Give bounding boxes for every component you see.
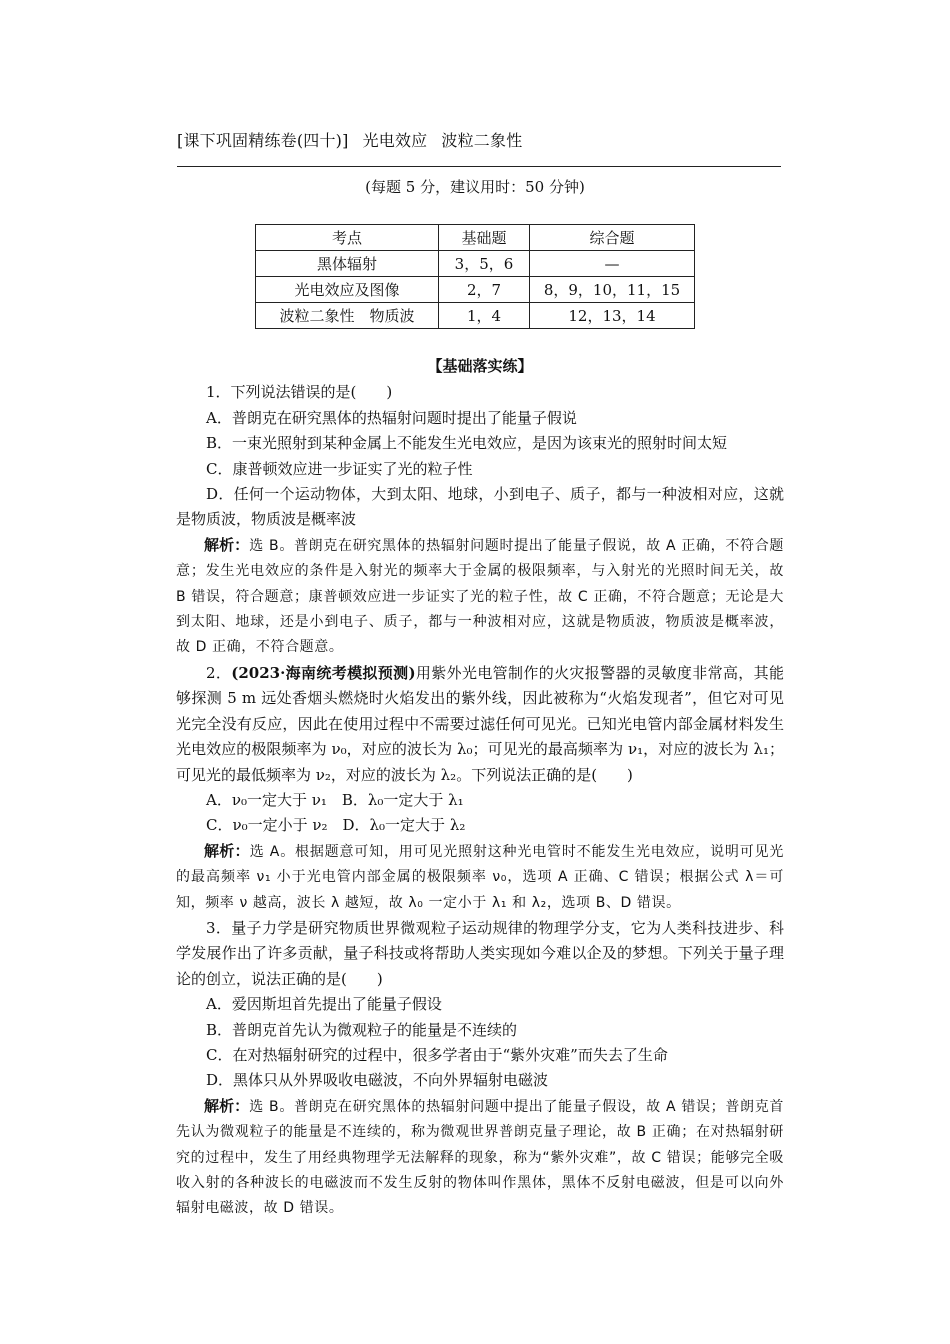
table-cell: 8，9，10，11，15 [530, 277, 695, 303]
analysis-text: 选 A。根据题意可知，用可见光照射这种光电管时不能发生光电效应，说明可见光的最高频率 ν₁ 小于光电管内部金属的极限频率 ν₀，选项 A 正确、C 错误；根据公式 λ＝可知，频率 ν 越高，波长 λ 越短，故 λ₀ 一定小于 λ₁ 和 λ₂，选项 B、D 错误。 [176, 843, 784, 911]
section-heading: 【基础落实练】 [427, 357, 533, 375]
question-2-analysis [176, 839, 784, 916]
table-cell: 2，7 [439, 277, 530, 303]
topic-photoelectric: 光电效应 [362, 131, 428, 150]
title-divider [177, 166, 781, 167]
table-header-row [256, 225, 695, 251]
question-3-option-b: B．普朗克首先认为微观粒子的能量是不连续的 [206, 1020, 518, 1039]
page-title [177, 128, 522, 151]
table-cell: 1，4 [439, 303, 530, 329]
table-row [256, 277, 695, 303]
question-1-option-d: D．任何一个运动物体，大到太阳、地球，小到电子、质子，都与一种波相对应，这就是物质波，物质波是概率波 [176, 485, 784, 529]
question-3-option-c: C．在对热辐射研究的过程中，很多学者由于“紫外灾难”而失去了生命 [206, 1045, 668, 1064]
question-body [176, 354, 784, 1222]
table-cell: 波粒二象性 物质波 [256, 303, 439, 329]
analysis-label: 解析： [204, 1096, 250, 1115]
table-header: 考点 [256, 225, 439, 251]
table-cell: 黑体辐射 [256, 251, 439, 277]
table-cell: — [530, 251, 695, 277]
question-3-option-a: A．爱因斯坦首先提出了能量子假设 [206, 995, 442, 1014]
question-1-option-a: A．普朗克在研究黑体的热辐射问题时提出了能量子假说 [206, 408, 577, 427]
question-2-options-ab: A．ν₀一定大于 ν₁ B．λ₀一定大于 λ₁ [206, 790, 464, 809]
question-2-stem [176, 661, 784, 788]
table-row [256, 251, 695, 277]
exercise-set-label: [课下巩固精练卷(四十)] [177, 131, 349, 150]
table-row [256, 303, 695, 329]
table-header: 综合题 [530, 225, 695, 251]
table-header: 基础题 [439, 225, 530, 251]
question-1-option-c: C．康普顿效应进一步证实了光的粒子性 [206, 459, 473, 478]
topic-duality: 波粒二象性 [441, 131, 523, 150]
question-3-option-d: D．黑体只从外界吸收电磁波，不向外界辐射电磁波 [206, 1071, 549, 1090]
analysis-label: 解析： [204, 535, 250, 554]
scoring-note: (每题 5 分，建议用时：50 分钟) [365, 178, 585, 196]
analysis-text: 选 B。普朗克在研究黑体的热辐射问题时提出了能量子假说，故 A 正确，不符合题意；发生光电效应的条件是入射光的频率大于金属的极限频率，与入射光的光照时间无关，故 B 错误，符合题意；康普顿效应进一步证实了光的粒子性，故 C 正确，不符合题意；无论是大到太阳、地球，还是小到电子、质子，都与一种波相对应，这就是物质波，物质波是概率波，故 D 正确，不符合题意。 [176, 537, 784, 656]
question-number: 2． [206, 663, 232, 682]
analysis-text: 选 B。普朗克在研究黑体的热辐射问题中提出了能量子假设，故 A 错误；普朗克首先认为微观粒子的能量是不连续的，称为微观世界普朗克量子理论，故 B 正确；在对热辐射研究的过程中，发生了用经典物理学无法解释的现象，称为“紫外灾难”，故 C 错误；能够完全吸收入射的各种波长的电磁波而不发生反射的物体叫作黑体，黑体不反射电磁波，但是可以向外辐射电磁波，故 D 错误。 [176, 1098, 784, 1217]
question-3-analysis [176, 1094, 784, 1222]
table-cell: 光电效应及图像 [256, 277, 439, 303]
question-3-stem: 3．量子力学是研究物质世界微观粒子运动规律的物理学分支，它为人类科技进步、科学发展作出了许多贡献，量子科技或将帮助人类实现如今难以企及的梦想。下列关于量子理论的创立，说法正确的是( ) [176, 918, 784, 988]
question-1-stem: 1．下列说法错误的是( ) [206, 383, 393, 402]
table-cell: 12，13，14 [530, 303, 695, 329]
table-cell: 3，5，6 [439, 251, 530, 277]
question-source: (2023·海南统考模拟预测) [231, 663, 416, 682]
question-1-analysis [176, 533, 784, 661]
question-2-options-cd: C．ν₀一定小于 ν₂ D．λ₀一定大于 λ₂ [206, 816, 466, 835]
analysis-label: 解析： [204, 841, 250, 860]
question-1-option-b: B．一束光照射到某种金属上不能发生光电效应，是因为该束光的照射时间太短 [206, 434, 728, 453]
question-text: 用紫外光电管制作的火灾报警器的灵敏度非常高，其能够探测 5 m 远处香烟头燃烧时火焰发出的紫外线，因此被称为“火焰发现者”，但它对可见光完全没有反应，因此在使用过程中不需要过滤任何可见光。已知光电管内部金属材料发生光电效应的极限频率为 ν₀，对应的波长为 λ₀；可见光的最高频率为 ν₁，对应的波长为 λ₁；可见光的最低频率为 ν₂，对应的波长为 λ₂。下列说法正确的是( ) [176, 663, 784, 784]
knowledge-point-table [255, 224, 695, 329]
